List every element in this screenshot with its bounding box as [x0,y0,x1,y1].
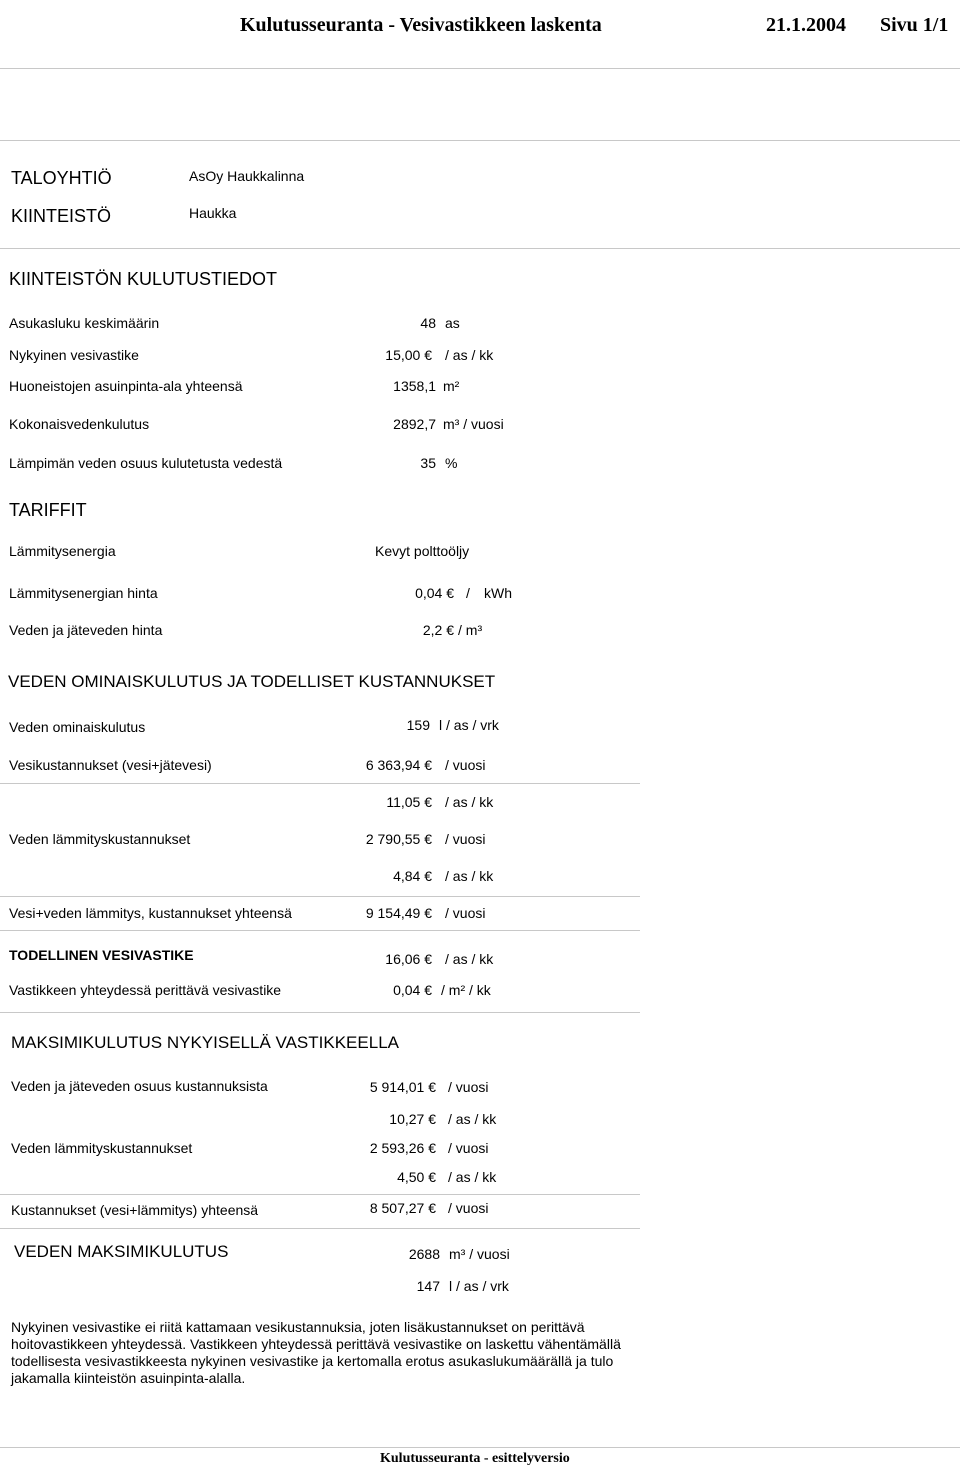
page-title: Kulutusseuranta - Vesivastikkeen laskenta [240,14,602,36]
water-price-value: 2,2 € [422,622,454,638]
heating-costs-year: 2 790,55 € [365,831,432,847]
top-divider [0,140,960,141]
water-costs-label: Vesikustannukset (vesi+jätevesi) [9,757,212,773]
explanation-note: Nykyinen vesivastike ei riitä kattamaan vesikustannuksia, joten lisäkustannukset on perittävä hoitovastikkeen yhteydessä. Vastikkeen yhteydessä perittävä vesivastike on laskettu vähentämällä todellisesta vesivastikkeesta nykyinen vesivastike ja kertomalla erotus asukaslukumäärällä ja tulo jakamalla kiinteistön asuinpinta-alalla. [11,1319,621,1386]
current-fee-unit: / as / kk [445,347,494,363]
divider [0,1194,640,1195]
divider [0,896,640,897]
consumption-heading: KIINTEISTÖN KULUTUSTIEDOT [9,269,278,289]
hot-water-share-label: Lämpimän veden osuus kulutetusta vedestä [9,455,283,471]
real-fee-label: TODELLINEN VESIVASTIKE [9,947,194,963]
divider [0,930,640,931]
total-costs-label: Vesi+veden lämmitys, kustannukset yhteensä [9,905,292,921]
max-consumption-year: 2688 [408,1246,440,1262]
divider [0,783,640,784]
kiinteisto-label: KIINTEISTÖ [11,206,112,226]
hot-water-share-unit: % [445,455,458,471]
max-water-label: Veden ja jäteveden osuus kustannuksista [11,1078,268,1094]
residents-value: 48 [420,315,436,331]
max-heating-month: 4,50 € [397,1169,436,1185]
real-fee-value: 16,06 € [385,951,432,967]
energy-price-unit: kWh [484,585,512,601]
max-total-label: Kustannukset (vesi+lämmitys) yhteensä [11,1202,259,1218]
water-costs-year-unit: / vuosi [445,757,486,773]
heating-costs-month: 4,84 € [393,868,432,884]
energy-label: Lämmitysenergia [9,543,116,559]
max-heating-label: Veden lämmityskustannukset [11,1140,193,1156]
energy-price-value: 0,04 € [415,585,454,601]
taloyhtio-value: AsOy Haukkalinna [189,168,305,184]
specific-consumption-unit: l / as / vrk [439,717,499,733]
total-water-label: Kokonaisvedenkulutus [9,416,150,432]
total-costs-year-unit: / vuosi [445,905,486,921]
residents-unit: as [445,315,460,331]
max-water-month-unit: / as / kk [448,1111,497,1127]
water-price-label: Veden ja jäteveden hinta [9,622,163,638]
area-unit: m² [443,378,460,394]
footer-text: Kulutusseuranta - esittelyversio [380,1451,570,1466]
charged-fee-unit: / m² / kk [441,982,491,998]
heating-costs-year-unit: / vuosi [445,831,486,847]
current-fee-label: Nykyinen vesivastike [9,347,139,363]
current-fee-value: 15,00 € [385,347,432,363]
header-divider [0,68,960,69]
max-heating-month-unit: / as / kk [448,1169,497,1185]
water-costs-month: 11,05 € [386,794,432,810]
specific-consumption-value: 159 [406,717,430,733]
real-fee-unit: / as / kk [445,951,494,967]
divider [0,1228,640,1229]
total-costs-year: 9 154,49 € [365,905,432,921]
total-water-unit: m³ / vuosi [443,416,504,432]
max-heating-year: 2 593,26 € [369,1140,436,1156]
water-costs-month-unit: / as / kk [445,794,494,810]
max-consumption-label: VEDEN MAKSIMIKULUTUS [14,1242,229,1261]
max-water-year-unit: / vuosi [448,1079,489,1095]
costs-heading: VEDEN OMINAISKULUTUS JA TODELLISET KUSTANNUKSET [8,672,496,691]
max-water-month: 10,27 € [389,1111,436,1127]
charged-fee-value: 0,04 € [393,982,432,998]
page-number: Sivu 1/1 [880,14,949,36]
hot-water-share-value: 35 [420,455,436,471]
area-value: 1358,1 [393,378,436,394]
energy-price-label: Lämmitysenergian hinta [9,585,158,601]
water-price-unit: / m³ [458,622,483,638]
divider [0,1012,640,1013]
heating-costs-month-unit: / as / kk [445,868,494,884]
area-label: Huoneistojen asuinpinta-ala yhteensä [9,378,243,394]
max-consumption-year-unit: m³ / vuosi [449,1246,510,1262]
total-water-value: 2892,7 [393,416,436,432]
max-total-year: 8 507,27 € [369,1200,436,1216]
max-water-year: 5 914,01 € [369,1079,436,1095]
footer-divider [0,1447,960,1448]
company-divider [0,248,960,249]
specific-consumption-label: Veden ominaiskulutus [9,719,146,735]
tariffs-heading: TARIFFIT [9,500,87,520]
charged-fee-label: Vastikkeen yhteydessä perittävä vesivastike [9,982,282,998]
kiinteisto-value: Haukka [189,205,237,221]
energy-price-unit-separator: / [466,585,470,601]
max-consumption-day-unit: l / as / vrk [449,1278,509,1294]
heating-costs-label: Veden lämmityskustannukset [9,831,191,847]
max-heating-year-unit: / vuosi [448,1140,489,1156]
energy-value: Kevyt polttoöljy [375,543,470,559]
max-total-year-unit: / vuosi [448,1200,489,1216]
water-costs-year: 6 363,94 € [365,757,432,773]
maximum-heading: MAKSIMIKULUTUS NYKYISELLÄ VASTIKKEELLA [11,1033,399,1052]
residents-label: Asukasluku keskimäärin [9,315,160,331]
max-consumption-day: 147 [416,1278,440,1294]
taloyhtio-label: TALOYHTIÖ [11,168,112,188]
print-date: 21.1.2004 [766,14,846,36]
